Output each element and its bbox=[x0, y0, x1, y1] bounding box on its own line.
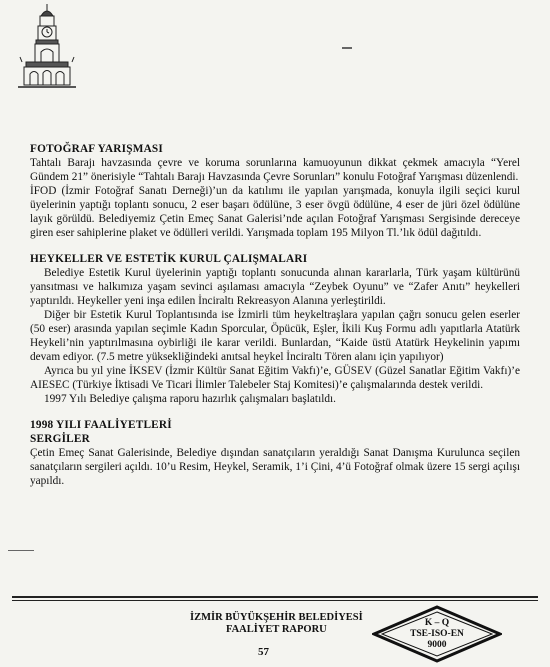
badge-line: TSE-ISO-EN bbox=[410, 629, 464, 639]
footer-report-title: FAALİYET RAPORU bbox=[225, 624, 327, 635]
footer-org: İZMİR BÜYÜKŞEHİR BELEDİYESİ bbox=[190, 612, 363, 623]
footer-publisher bbox=[190, 612, 363, 636]
paragraph: Ayrıca bu yıl yine İKSEV (İzmir Kültür Sanat Eğitim Vakfı)’e, GÜSEV (Güzel Sanatlar Eğitim Vakfı)’e AIESEC (Türkiye İktisadi Ve Ticari İlimler Talebeler Staj Komitesi)’e çalışmalarında destek verildi. bbox=[30, 365, 520, 391]
section-heading-1998-activities: 1998 YILI FAALİYETLERİ bbox=[30, 419, 172, 431]
footer-rule bbox=[12, 596, 538, 598]
scan-speck bbox=[342, 47, 352, 49]
paragraph: 1997 Yılı Belediye çalışma raporu hazırlık çalışmaları başlatıldı. bbox=[44, 393, 336, 405]
section-heading-sculptures: HEYKELLER VE ESTETİK KURUL ÇALIŞMALARI bbox=[30, 253, 308, 265]
clock-tower-icon bbox=[14, 2, 80, 90]
paragraph: Diğer bir Estetik Kurul Toplantısında ise İzmirli tüm heykeltraşlara yapılan çağrı sonucu gelen eserler (50 eser) arasında yapılan seçimle Kadın Sporcular, Öpücük, Eşler, İkili Kuş Formu adlı yapıtlarla Atatürk Heykeli’nin yaptırılmasına oybirliği ile karar verildi. Bunlardan, “Kaide üstü Atatürk Heykelinin yapımı devam ediyor. (7.5 metre yüksekliğindeki anıtsal heykel İnciraltı Tören alanı için yapılıyor) bbox=[30, 309, 520, 363]
quality-badge-text bbox=[372, 618, 502, 651]
footer-rule bbox=[12, 600, 538, 601]
scan-speck bbox=[8, 550, 34, 551]
paragraph: Çetin Emeç Sanat Galerisinde, Belediye dışından sanatçıların yeraldığı Sanat Danışma Kurulunca seçilen sanatçıların sergileri açıldı. 10’u Resim, Heykel, Seramik, 1’i Çini, 4’ü Fotoğraf olmak üzere 15 sergi açılışı yapıldı. bbox=[30, 447, 520, 487]
paragraph: İFOD (İzmir Fotoğraf Sanatı Derneği)’un da katılımı ile yapılan yarışmada, konuyla ilgili seçici kurul üyelerinin yaptığı toplantı sonucu, 2 eser başarı ödülüne, 3 eser övgü ödülüne, 4 eser de jüri özel ödülüne layık görüldü. Belediyemiz Çetin Emeç Sanat Galerisi’nde açılan Fotoğraf Yarışması Sergisinde dereceye giren eser sahiplerine plaket ve ödülleri verildi. Yarışmada toplam 195 Milyon Tl.’lık ödül dağıtıldı. bbox=[30, 185, 520, 239]
badge-line: 9000 bbox=[427, 640, 447, 650]
paragraph: Belediye Estetik Kurul üyelerinin yaptığı toplantı sonucunda alınan kararlarla, Türk yaşam kültürünü yansıtması ve halkımıza yaşam sevinci aşılaması amacıyla “Zeybek Oyunu” ve “Zafer Anıtı” heykelleri yaptırıldı. Heykeller yeni inşa edilen İnciraltı Rekreasyon Alanına yerleştirildi. bbox=[30, 267, 520, 307]
report-body bbox=[30, 142, 520, 488]
section-heading-photo-contest: FOTOĞRAF YARIŞMASI bbox=[30, 143, 164, 155]
badge-line: K – Q bbox=[424, 618, 450, 628]
page-number: 57 bbox=[258, 646, 269, 658]
paragraph: Tahtalı Barajı havzasında çevre ve koruma sorunlarına kamuoyunun dikkat çekmek amacıyla “Yerel Gündem 21” önerisiyle “Tahtalı Barajı Havzasında Çevre Sorunları” konulu Fotoğraf Yarışması düzenlendi. bbox=[30, 157, 520, 183]
subheading-exhibitions: SERGİLER bbox=[30, 433, 90, 445]
